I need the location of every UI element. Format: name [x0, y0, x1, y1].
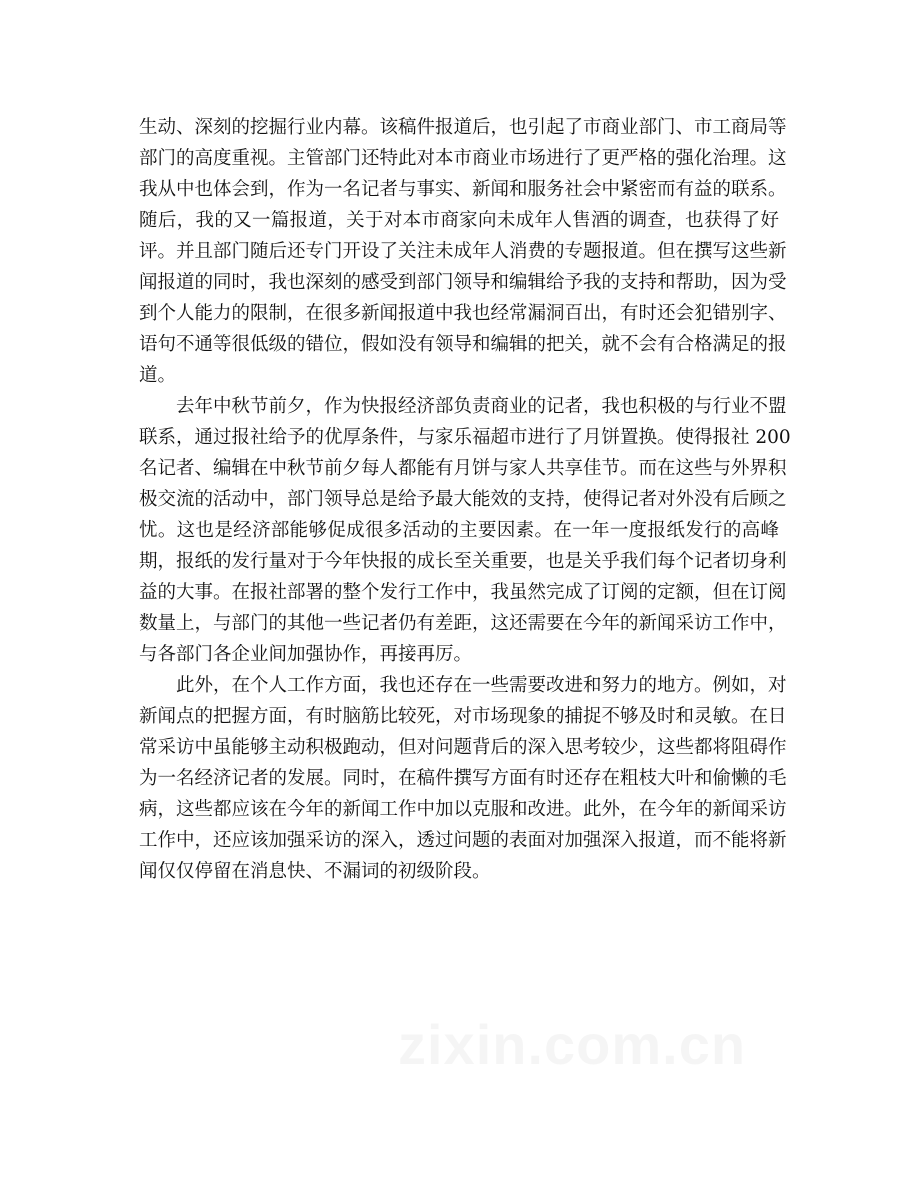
watermark: [398, 1012, 746, 1077]
text-line: 与各部门各企业间加强协作，再接再厉。: [139, 644, 473, 665]
text-line: 随后，我的又一篇报道，关于对本市商家向未成年人售酒的调查，也获得了好: [139, 210, 779, 231]
text-line: 益的大事。在报社部署的整个发行工作中，我虽然完成了订阅的定额，但在订阅: [139, 582, 787, 603]
paragraph-2: [139, 391, 791, 670]
text-line: 闻仅仅停留在消息快、不漏词的初级阶段。: [139, 861, 491, 882]
text-line: 生动、深刻的挖掘行业内幕。该稿件报道后，也引起了市商业部门、市工商局等: [139, 117, 787, 138]
text-line: 期，报纸的发行量对于今年快报的成长至关重要，也是关乎我们每个记者切身利: [139, 551, 787, 572]
paragraph-3: [139, 670, 787, 887]
text-line: 道。: [139, 365, 177, 386]
text-line: 极交流的活动中，部门领导总是给予最大能效的支持，使得记者对外没有后顾之: [139, 489, 787, 510]
text-line: 工作中，还应该加强采访的深入，透过问题的表面对加强深入报道，而不能将新: [139, 830, 787, 851]
text-line: 语句不通等很低级的错位，假如没有领导和编辑的把关，就不会有合格满足的报: [139, 334, 787, 355]
text-line: 数量上，与部门的其他一些记者仍有差距，这还需要在今年的新闻采访工作中，: [139, 613, 787, 634]
text-line: 联系，通过报社给予的优厚条件，与家乐福超市进行了月饼置换。使得报社 200: [139, 427, 791, 448]
text-line: 评。并且部门随后还专门开设了关注未成年人消费的专题报道。但在撰写这些新: [139, 241, 787, 262]
paragraph-1: [139, 112, 787, 391]
text-line: 我从中也体会到，作为一名记者与事实、新闻和服务社会中紧密而有益的联系。: [139, 179, 787, 200]
text-line: 常采访中虽能够主动积极跑动，但对问题背后的深入思考较少，这些都将阻碍作: [139, 737, 787, 758]
text-line: 新闻点的把握方面，有时脑筋比较死，对市场现象的捕捉不够及时和灵敏。在日: [139, 706, 787, 727]
text-line: 去年中秋节前夕，作为快报经济部负责商业的记者，我也积极的与行业不盟: [176, 396, 787, 417]
text-line: 忧。这也是经济部能够促成很多活动的主要因素。在一年一度报纸发行的高峰: [139, 520, 779, 541]
text-line: 部门的高度重视。主管部门还特此对本市商业市场进行了更严格的强化治理。这: [139, 148, 787, 169]
text-line: 此外，在个人工作方面，我也还存在一些需要改进和努力的地方。例如，对: [176, 675, 787, 696]
text-line: 为一名经济记者的发展。同时，在稿件撰写方面有时还存在粗枝大叶和偷懒的毛: [139, 768, 787, 789]
text-line: 病，这些都应该在今年的新闻工作中加以克服和改进。此外，在今年的新闻采访: [139, 799, 787, 820]
document-body: [139, 112, 791, 887]
text-line: 名记者、编辑在中秋节前夕每人都能有月饼与家人共享佳节。而在这些与外界积: [139, 458, 787, 479]
text-line: 闻报道的同时，我也深刻的感受到部门领导和编辑给予我的支持和帮助，因为受: [139, 272, 787, 293]
text-line: 到个人能力的限制，在很多新闻报道中我也经常漏洞百出，有时还会犯错别字、: [139, 303, 787, 324]
